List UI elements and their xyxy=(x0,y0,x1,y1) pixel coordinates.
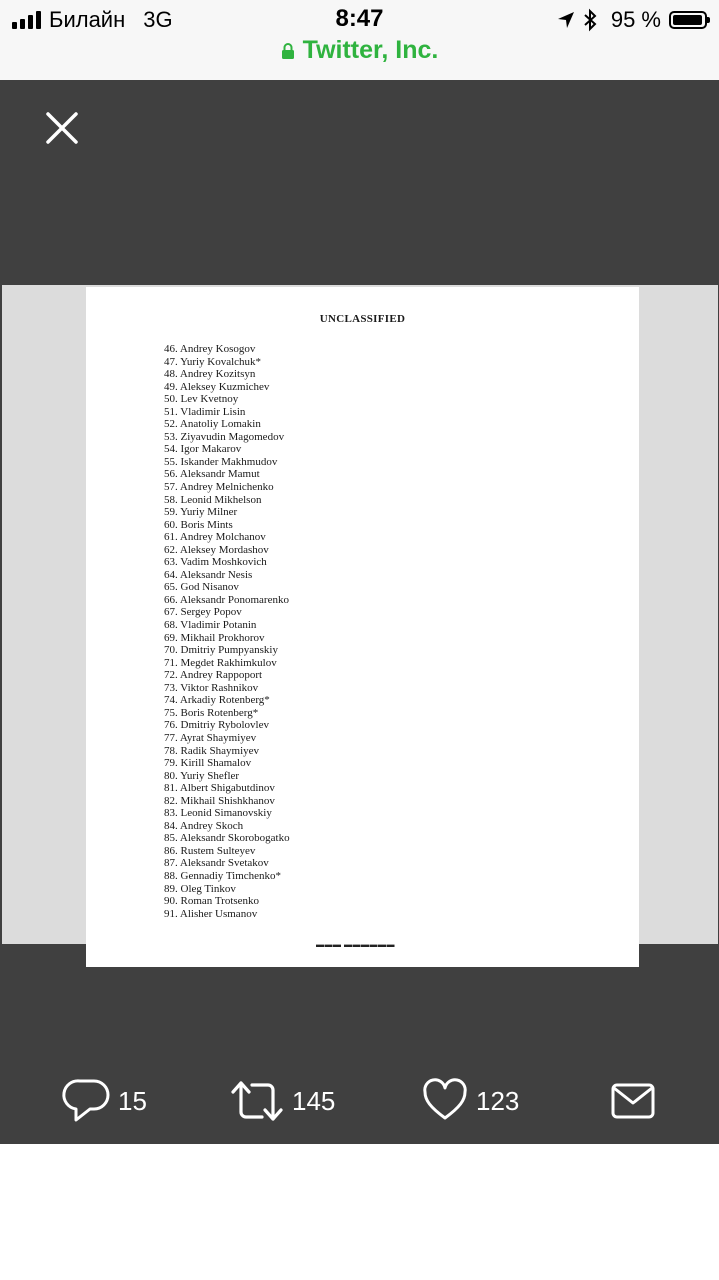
list-item: 68. Vladimir Potanin xyxy=(164,619,257,632)
site-url[interactable] xyxy=(0,36,719,65)
list-item: 49. Aleksey Kuzmichev xyxy=(164,380,270,393)
like-button[interactable] xyxy=(422,1078,519,1124)
cut-off-footer: ▬▬▬ ▬▬▬▬▬▬ xyxy=(316,940,395,949)
page-below-viewer xyxy=(0,1144,719,1280)
list-item: 80. Yuriy Shefler xyxy=(164,769,240,782)
reply-icon xyxy=(64,1078,110,1124)
list-item: 82. Mikhail Shishkhanov xyxy=(164,794,275,807)
list-item: 81. Albert Shigabutdinov xyxy=(164,782,275,795)
list-item: 66. Aleksandr Ponomarenko xyxy=(164,593,289,606)
status-indicators xyxy=(557,7,707,33)
list-item: 90. Roman Trotsenko xyxy=(164,895,260,908)
list-item: 91. Alisher Usmanov xyxy=(164,907,258,920)
list-item: 84. Andrey Skoch xyxy=(164,819,244,832)
battery-icon xyxy=(669,11,707,29)
reply-count: 15 xyxy=(118,1085,147,1116)
document-photo[interactable] xyxy=(2,285,718,949)
list-item: 53. Ziyavudin Magomedov xyxy=(164,430,285,443)
list-item: 48. Andrey Kozitsyn xyxy=(164,368,256,381)
list-item: 55. Iskander Makhmudov xyxy=(164,455,278,468)
list-item: 77. Ayrat Shaymiyev xyxy=(164,731,257,744)
document-heading: UNCLASSIFIED xyxy=(319,313,406,325)
list-item: 47. Yuriy Kovalchuk* xyxy=(164,355,262,368)
like-icon xyxy=(422,1078,468,1124)
list-item: 70. Dmitriy Pumpyanskiy xyxy=(164,644,278,657)
list-item: 89. Oleg Tinkov xyxy=(164,882,236,895)
list-item: 63. Vadim Moshkovich xyxy=(164,556,267,569)
list-item: 52. Anatoliy Lomakin xyxy=(164,418,261,431)
carrier-name: Билайн xyxy=(49,7,126,32)
location-arrow-icon xyxy=(557,11,575,29)
battery-percent: 95 % xyxy=(610,7,661,32)
close-button[interactable] xyxy=(42,108,82,148)
list-item: 57. Andrey Melnichenko xyxy=(164,481,274,494)
network-type: 3G xyxy=(143,7,173,32)
message-icon xyxy=(610,1078,656,1124)
list-item: 72. Andrey Rappoport xyxy=(164,669,263,682)
status-bar xyxy=(0,0,719,80)
tweet-actions xyxy=(0,1078,719,1124)
list-item: 58. Leonid Mikhelson xyxy=(164,493,262,506)
list-item: 87. Aleksandr Svetakov xyxy=(164,857,269,870)
list-item: 46. Andrey Kosogov xyxy=(164,343,256,355)
list-item: 74. Arkadiy Rotenberg* xyxy=(164,694,270,707)
list-item: 75. Boris Rotenberg* xyxy=(164,706,259,719)
list-item: 61. Andrey Molchanov xyxy=(164,531,266,544)
list-item: 56. Aleksandr Mamut xyxy=(164,468,260,481)
list-item: 65. God Nisanov xyxy=(164,581,239,594)
list-item: 86. Rustem Sulteyev xyxy=(164,844,256,857)
list-item: 88. Gennadiy Timchenko* xyxy=(164,869,282,882)
like-count: 123 xyxy=(476,1085,520,1116)
names-list xyxy=(164,343,290,920)
clock: 8:47 xyxy=(335,5,384,32)
list-item: 67. Sergey Popov xyxy=(164,606,242,619)
site-url-text: Twitter, Inc. xyxy=(302,36,439,64)
list-item: 73. Viktor Rashnikov xyxy=(164,681,259,694)
list-item: 83. Leonid Simanovskiy xyxy=(164,807,272,820)
media-viewer xyxy=(0,80,719,1144)
list-item: 60. Boris Mints xyxy=(164,518,233,531)
list-item: 71. Megdet Rakhimkulov xyxy=(164,656,277,669)
bluetooth-icon xyxy=(583,9,597,31)
close-icon xyxy=(42,108,82,148)
document-page xyxy=(86,287,639,967)
list-item: 79. Kirill Shamalov xyxy=(164,757,252,770)
list-item: 54. Igor Makarov xyxy=(164,443,242,456)
list-item: 50. Lev Kvetnoy xyxy=(164,393,239,406)
lock-icon xyxy=(281,42,295,60)
retweet-button[interactable] xyxy=(230,1078,335,1124)
retweet-count: 145 xyxy=(292,1085,336,1116)
direct-message-button[interactable] xyxy=(610,1078,656,1124)
list-item: 62. Aleksey Mordashov xyxy=(164,543,269,556)
list-item: 78. Radik Shaymiyev xyxy=(164,744,260,757)
retweet-icon xyxy=(230,1078,284,1124)
list-item: 59. Yuriy Milner xyxy=(164,506,238,519)
reply-button[interactable] xyxy=(64,1078,147,1124)
list-item: 64. Aleksandr Nesis xyxy=(164,568,253,581)
list-item: 69. Mikhail Prokhorov xyxy=(164,631,265,644)
list-item: 51. Vladimir Lisin xyxy=(164,405,246,418)
list-item: 85. Aleksandr Skorobogatko xyxy=(164,832,290,845)
list-item: 76. Dmitriy Rybolovlev xyxy=(164,719,269,732)
